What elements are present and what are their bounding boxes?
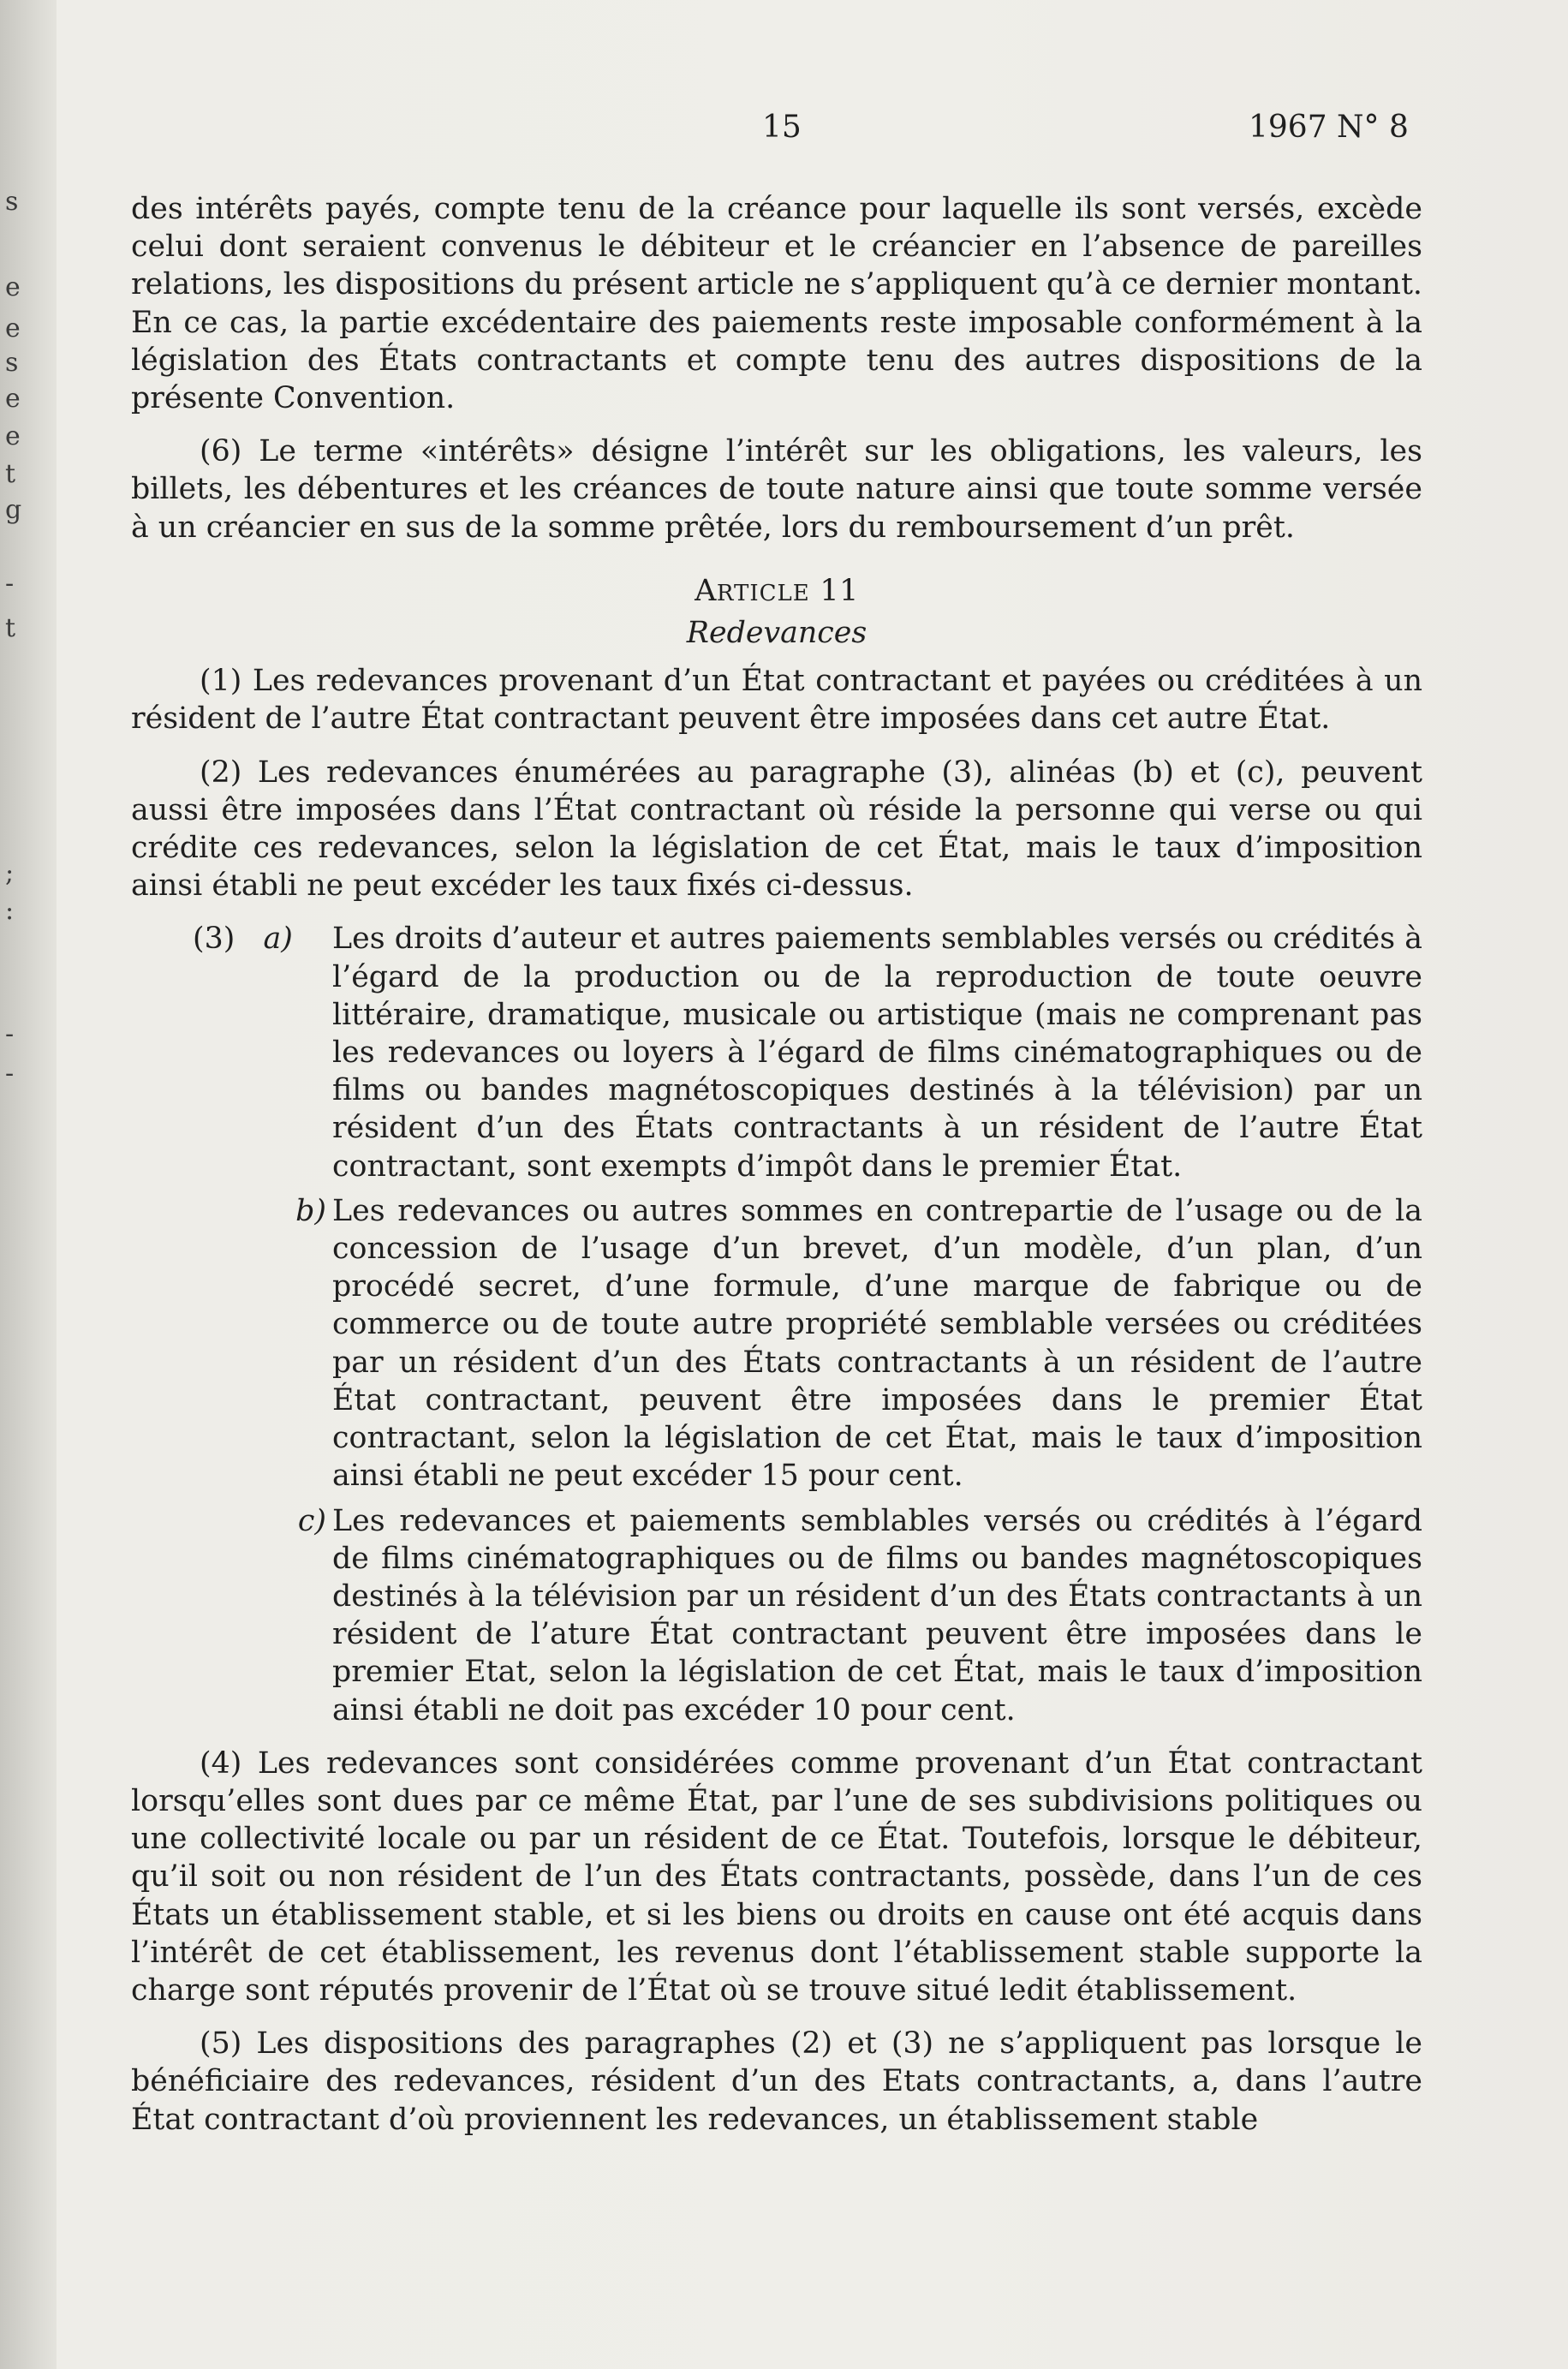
document-reference: 1967 N° 8 [1249, 110, 1409, 145]
subparagraph-3b-marker [131, 1192, 326, 1230]
gutter-fragment: t [5, 613, 16, 643]
gutter-fragment: t [5, 459, 16, 489]
subparagraph-label: c) [297, 1503, 326, 1538]
article-heading [131, 572, 1422, 612]
article-paragraph-5: (5) Les dispositions des paragraphes (2) et (3) ne s’appliquent pas lorsque le bénéficiaire des redevances, résident d’un des Etats contractants, a, dans l’autre État contractant d’où proviennent les redevances, un établissement stable [131, 2026, 1422, 2137]
subparagraph-3a-marker [193, 920, 326, 958]
page-body [131, 190, 1422, 2154]
gutter-fragment: - [5, 569, 15, 599]
page-number: 15 [762, 110, 802, 145]
gutter-fragment: g [5, 495, 22, 525]
article-title-initial: A [695, 573, 717, 608]
continued-paragraph: des intérêts payés, compte tenu de la créance pour laquelle ils sont versés, excède celui dont seraient convenus le débiteur et le créancier en l’absence de pareilles relations, les dispositions du présent article ne s’appliquent qu’à ce dernier montant. En ce cas, la partie excédentaire des paiements reste imposable conformément à la législation des États contractants et compte tenu des autres dispositions de la présente Convention. [131, 192, 1422, 416]
gutter-fragment: ; [5, 858, 15, 888]
subparagraph-3c-marker [131, 1502, 326, 1540]
subparagraph-3a [131, 920, 1422, 1184]
article-paragraph-2: (2) Les redevances énumérées au paragraphe (3), alinéas (b) et (c), peuvent aussi être imposées dans l’État contractant où réside la personne qui verse ou qui crédite ces redevances, selon la législation de cet État, mais le taux d’imposition ainsi établi ne peut excéder les taux fixés ci-dessus. [131, 755, 1422, 904]
subparagraph-3c [131, 1502, 1422, 1729]
gutter-fragment: e [5, 272, 21, 302]
facing-page-edge [0, 0, 57, 2369]
paragraph-3-number: (3) [193, 922, 235, 957]
gutter-fragment: : [5, 896, 15, 926]
gutter-fragment: e [5, 421, 21, 451]
paragraph-6: (6) Le terme «intérêts» désigne l’intérêt sur les obligations, les valeurs, les billets, les débentures et les créances de toute nature ainsi que toute somme versée à un créancier en sus de la somme prêtée, lors du remboursement d’un prêt. [131, 434, 1422, 545]
subparagraph-3b [131, 1192, 1422, 1495]
gutter-fragment: e [5, 384, 21, 414]
subparagraph-text: Les redevances et paiements semblables versés ou crédités à l’égard de films cinématographiques ou de films ou bandes magnétoscopiques destinés à la télévision par un résident d’un des États contractants à un résident de l’ature État contractant peuvent être imposées dans le premier Etat, selon la législation de cet État, mais le taux d’imposition ainsi établi ne doit pas excéder 10 pour cent. [332, 1503, 1422, 1728]
article-paragraph-4: (4) Les redevances sont considérées comme provenant d’un État contractant lorsqu’elles sont dues par ce même État, par l’une de ses subdivisions politiques ou une collectivité locale ou par un résident de ce État. Toutefois, lorsque le débiteur, qu’il soit ou non résident de l’un des États contractants, possède, dans l’un de ces États un établissement stable, et si les biens ou droits en cause ont été acquis dans l’intérêt de cet établissement, les revenus dont l’établissement stable supporte la charge sont réputés provenir de l’État où se trouve situé ledit établissement. [131, 1745, 1422, 2008]
gutter-fragment: - [5, 1059, 15, 1089]
gutter-fragment: e [5, 313, 21, 343]
subparagraph-text: Les droits d’auteur et autres paiements semblables versés ou crédités à l’égard de la production ou de la reproduction de toute oeuvre littéraire, dramatique, musicale ou artistique (mais ne comprenant pas les redevances ou loyers à l’égard de films cinématographiques ou de films ou bandes magnétoscopiques destinés à la télévision) par un résident d’un des États contractants à un résident de l’autre État contractant, sont exempts d’impôt dans le premier État. [332, 922, 1422, 1184]
article-subtitle: Redevances [686, 616, 867, 651]
gutter-fragment: s [5, 348, 19, 378]
gutter-fragment: s [5, 187, 19, 217]
gutter-fragment: - [5, 1019, 15, 1049]
article-paragraph-1: (1) Les redevances provenant d’un État contractant et payées ou créditées à un résident de l’autre État contractant peuvent être imposées dans cet autre État. [131, 664, 1422, 737]
subparagraph-text: Les redevances ou autres sommes en contrepartie de l’usage ou de la concession de l’usage d’un brevet, d’un modèle, d’un plan, d’un procédé secret, d’une formule, d’une marque de fabrique ou de commerce ou de toute autre propriété semblable versées ou créditées par un résident d’un des États contractants à un résident de l’autre État contractant, peuvent être imposées dans le premier État contractant, selon la législation de cet État, mais le taux d’imposition ainsi établi ne peut excéder 15 pour cent. [332, 1193, 1422, 1494]
article-title-rest: RTICLE [716, 580, 810, 606]
subparagraph-label: a) [263, 922, 293, 957]
article-number: 11 [820, 573, 859, 608]
subparagraph-label: b) [295, 1193, 326, 1228]
